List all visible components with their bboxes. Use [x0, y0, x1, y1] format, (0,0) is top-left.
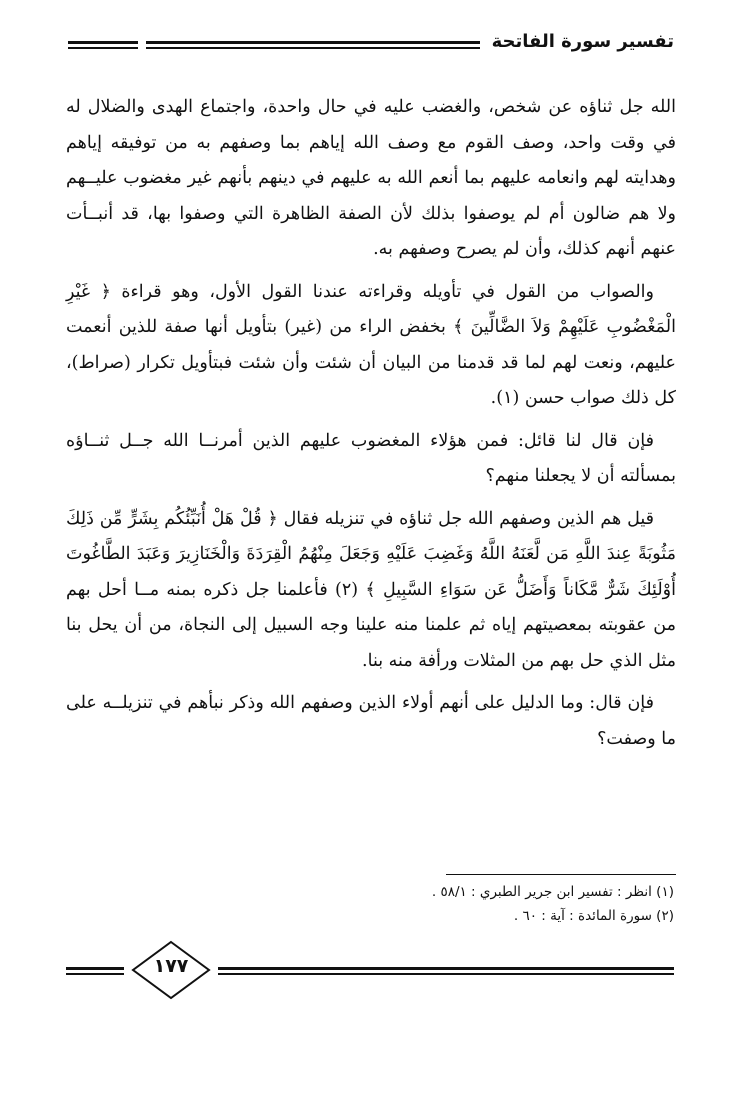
footer-rule-right: [218, 967, 674, 975]
running-header: [68, 33, 674, 59]
footnote-item: (٢) سورة المائدة : آية : ٦٠ .: [513, 908, 674, 924]
header-title: تفسير سورة الفاتحة: [491, 31, 674, 52]
paragraph: فإن قال: وما الدليل على أنهم أولاء الذين وصفهم الله وذكر نبأهم في تنزيلــه على ما وصفت؟: [66, 693, 676, 749]
header-rule-left: [68, 41, 138, 49]
main-text: [66, 90, 676, 764]
footer-rule-left: [66, 967, 124, 975]
footnote-item: (١) انظر : تفسير ابن جرير الطبري : ٥٨/١ .: [431, 884, 674, 900]
footnote-separator: [446, 874, 676, 875]
footnotes: [74, 880, 674, 928]
paragraph: والصواب من القول في تأويله وقراءته عندنا القول الأول، وهو قراءة ﴿ غَيْرِ الْمَغْضُوبِ عَلَيْهِمْ وَلاَ الضَّالِّينَ ﴾ بخفض الراء من (غير) بتأويل أنها صفة للذين أنعمت عليهم، ونعت لهم لما قد قدمنا من البيان أن شئت وأن شئت فبتأويل تكرار (صراط)، كل ذلك صواب حسن (١).: [66, 281, 676, 408]
paragraph: الله جل ثناؤه عن شخص، والغضب عليه في حال واحدة، واجتماع الهدى والضلال له في وقت واحد، وصف القوم مع وصف الله إياهم بما وصفهم به من توفيقه إياهم وهدايته لهم وانعامه عليهم بما أنعم الله به عليهم في دينهم بأنهم غير مغضوب عليــهم ولا هم ضالون أم لم يوصفوا بذلك لأن الصفة الظاهرة التي وصفوا بها، قد أنبــأت عنهم أنهم كذلك، وأن لم يصرح وصفهم به.: [66, 97, 676, 259]
header-rule-middle: [146, 41, 480, 49]
page-number: ١٧٧: [153, 955, 189, 977]
paragraph: قيل هم الذين وصفهم الله جل ثناؤه في تنزيله فقال ﴿ قُلْ هَلْ أُنَبِّئُكُم بِشَرٍّ مِّن ذَلِكَ مَثُوبَةً عِندَ اللَّهِ مَن لَّعَنَهُ اللَّهُ وَغَضِبَ عَلَيْهِ وَجَعَلَ مِنْهُمُ الْقِرَدَةَ وَالْخَنَازِيرَ وَعَبَدَ الطَّاغُوتَ أُوْلَئِكَ شَرٌّ مَّكَاناً وَأَضَلُّ عَن سَوَاءِ السَّبِيلِ ﴾ (٢) فأعلمنا جل ذكره بمنه مــا أحل بهم من عقوبته بمعصيتهم إياه ثم علمنا منه علينا وجه السبيل إلى النجاة، من أن يحل بنا مثل الذي حل بهم من المثلات ورأفة منه بنا.: [66, 508, 676, 671]
paragraph: فإن قال لنا قائل: فمن هؤلاء المغضوب عليهم الذين أمرنــا الله جــل ثنــاؤه بمسألته أن لا يجعلنا منهم؟: [66, 430, 676, 486]
